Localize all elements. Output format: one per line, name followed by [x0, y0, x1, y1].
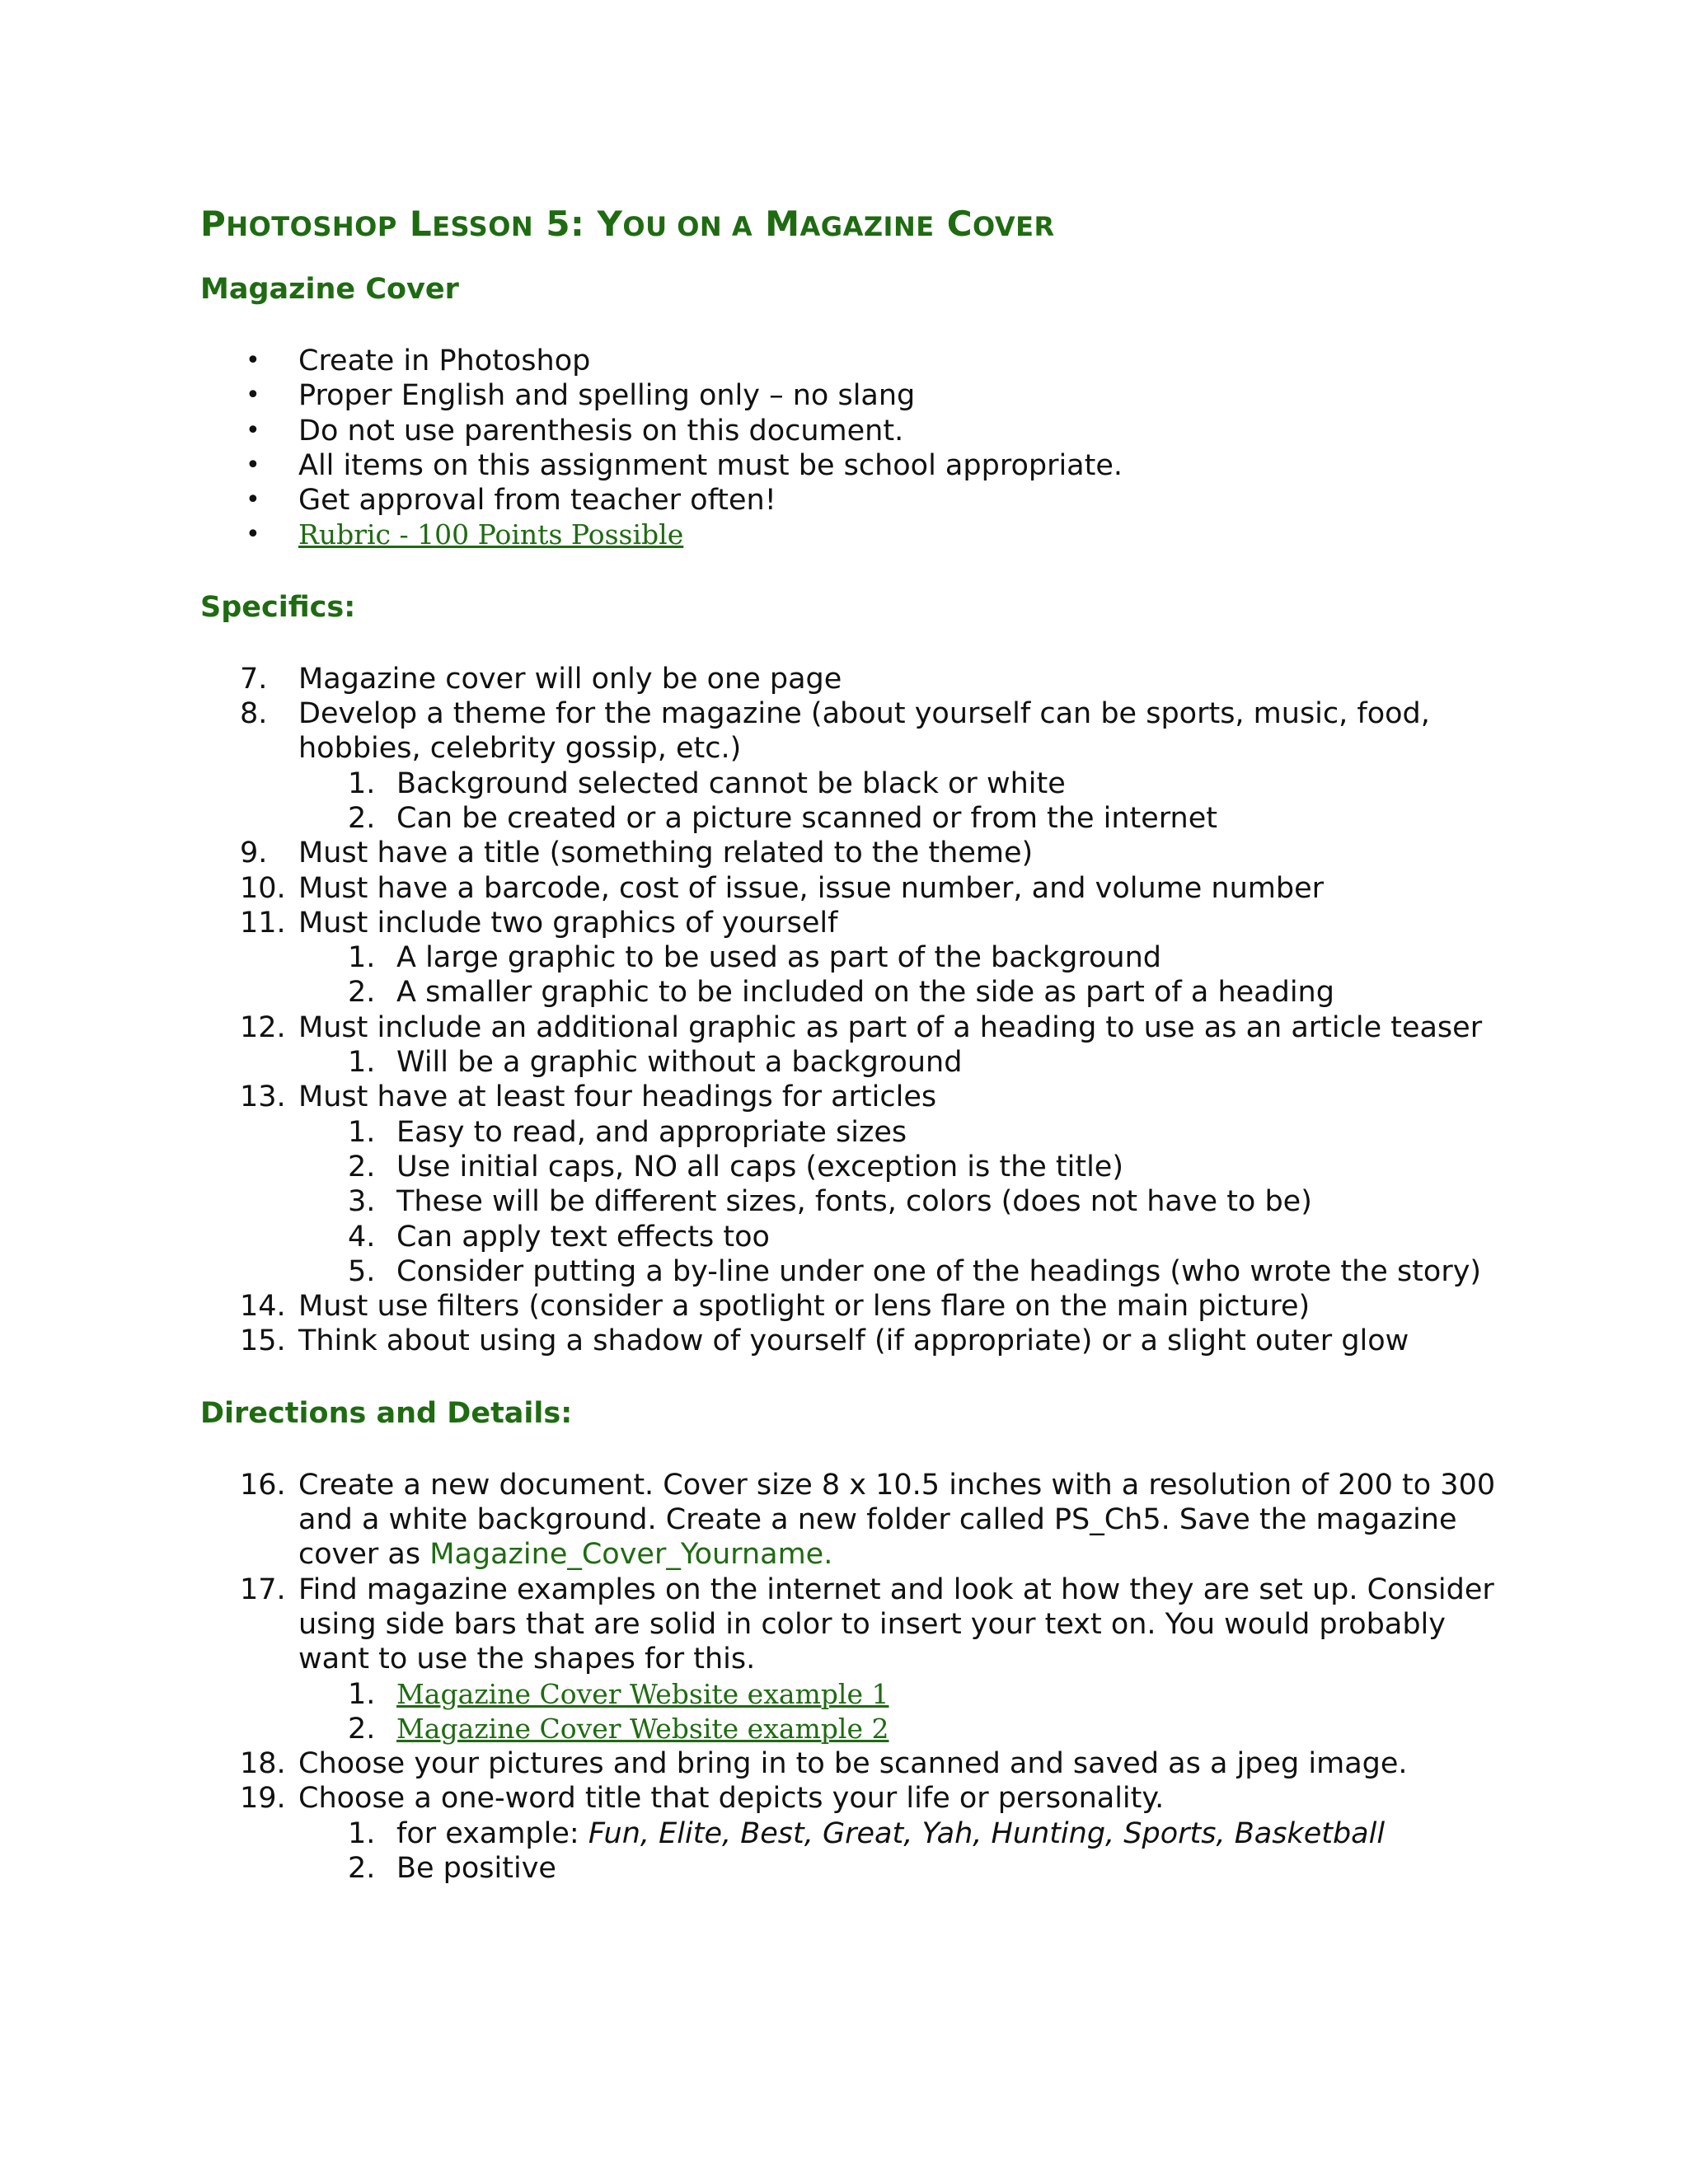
page-title: PHOTOSHOP LESSON 5: YOU ON A MAGAZINE COVER — [200, 204, 1055, 244]
sub-list — [298, 940, 1519, 1010]
sub-list-item: 2. A smaller graphic to be included on the side as part of a heading — [348, 976, 1334, 1010]
specifics-numbered-list — [200, 662, 1519, 1359]
bullet-icon: • — [246, 415, 260, 445]
section-heading-specifics: Specifics: — [200, 590, 356, 624]
list-item: 9. Must have a title (something related to the theme) — [240, 837, 1034, 870]
sub-list — [298, 1045, 1519, 1080]
section-heading-directions: Directions and Details: — [200, 1396, 573, 1430]
list-item: • All items on this assignment must be school appropriate. — [246, 448, 1123, 482]
sub-list-item: 2. Use initial caps, NO all caps (exception is the title) — [348, 1150, 1123, 1183]
sub-list — [298, 1677, 1519, 1747]
example-link-1[interactable]: Magazine Cover Website example 1 — [396, 1677, 889, 1710]
sub-list-item: 4. Can apply text effects too — [348, 1220, 770, 1254]
bullet-icon: • — [246, 346, 260, 375]
sub-list — [298, 766, 1519, 837]
list-item: • Create in Photoshop — [246, 344, 591, 377]
list-item: • Get approval from teacher often! — [246, 484, 776, 518]
sub-list-item: 3. These will be different sizes, fonts, colors (does not have to be) — [348, 1185, 1312, 1219]
sub-list-item: 2. Magazine Cover Website example 2 — [348, 1712, 889, 1746]
sub-list-item: 2. Can be created or a picture scanned or from the internet — [348, 801, 1217, 835]
document-body — [200, 198, 1519, 1886]
bullet-icon: • — [246, 485, 260, 515]
sub-list-item: 5. Consider putting a by-line under one of the headings (who wrote the story) — [348, 1254, 1482, 1288]
list-item: 7. Magazine cover will only be one page — [240, 662, 842, 696]
sub-list — [298, 1115, 1519, 1289]
list-item: 15. Think about using a shadow of yourself (if appropriate) or a slight outer glow — [240, 1324, 1409, 1358]
list-item: 8. Develop a theme for the magazine (about yourself can be sports, music, food, hobbies, celebrity gossip, etc.) 1. Background selected cannot be black or white 2. Can be created or a picture scanned or from the internet — [200, 696, 1519, 836]
sub-list-item: 1. for example: Fun, Elite, Best, Great, Yah, Hunting, Sports, Basketball — [348, 1816, 1386, 1850]
list-item: 18. Choose your pictures and bring in to be scanned and saved as a jpeg image. — [240, 1747, 1408, 1781]
bullet-icon: • — [246, 450, 260, 480]
list-item: 13. Must have at least four headings for articles 1. Easy to read, and appropriate sizes 2. Use initial caps, NO all caps (exception is the title) 3. These will be different sizes, fonts, colors (does not have to be) 4. Can apply text effects too 5. Consider putting a by-line under one of the headings (who wrote the story) — [200, 1080, 1519, 1289]
list-item: 19. Choose a one-word title that depicts your life or personality. 1. for example: Fun, Elite, Best, Great, Yah, Hunting, Sports, Basketball 2. Be positive — [200, 1781, 1519, 1886]
sub-list-item: 1. Magazine Cover Website example 1 — [348, 1677, 889, 1711]
list-item: 16. Create a new document. Cover size 8 x 10.5 inches with a resolution of 200 to 300 and a white background. Create a new folder called PS_Ch5. Save the magazine cover as Magazine_Cover_Yourname. — [240, 1468, 1496, 1572]
list-item — [200, 518, 1519, 552]
list-item: 12. Must include an additional graphic as part of a heading to use as an article teaser 1. Will be a graphic without a background — [200, 1010, 1519, 1080]
sub-list-item: 1. Easy to read, and appropriate sizes — [348, 1115, 907, 1149]
list-item: • Proper English and spelling only – no slang — [246, 379, 916, 413]
rubric-link[interactable]: Rubric - 100 Points Possible — [298, 518, 684, 551]
sub-list-item: 1. Background selected cannot be black or white — [348, 766, 1066, 800]
sub-list-item: 2. Be positive — [348, 1851, 556, 1885]
list-item: 10. Must have a barcode, cost of issue, issue number, and volume number — [240, 871, 1324, 905]
directions-numbered-list — [200, 1468, 1519, 1886]
bullet-icon: • — [246, 381, 260, 410]
list-item: 14. Must use filters (consider a spotlight or lens flare on the main picture) — [240, 1290, 1311, 1324]
list-item: • Do not use parenthesis on this document. — [246, 414, 904, 448]
requirements-bullet-list — [200, 344, 1519, 553]
sub-list-item: 1. Will be a graphic without a background — [348, 1046, 963, 1080]
section-heading-magazine-cover: Magazine Cover — [200, 273, 459, 306]
sub-list — [298, 1816, 1519, 1886]
list-item: 11. Must include two graphics of yourself 1. A large graphic to be used as part of the background 2. A smaller graphic to be included on the side as part of a heading — [200, 906, 1519, 1010]
file-name: Magazine_Cover_Yourname. — [429, 1538, 833, 1572]
sub-list-item: 1. A large graphic to be used as part of the background — [348, 941, 1162, 975]
list-item: 17. Find magazine examples on the internet and look at how they are set up. Consider using side bars that are solid in color to insert your text on. You would probably want to use the shapes for this. 1. Magazine Cover Website example 1 2. Magazine Cover Website example 2 — [200, 1572, 1519, 1746]
bullet-icon: • — [246, 520, 260, 550]
example-link-2[interactable]: Magazine Cover Website example 2 — [396, 1712, 889, 1745]
